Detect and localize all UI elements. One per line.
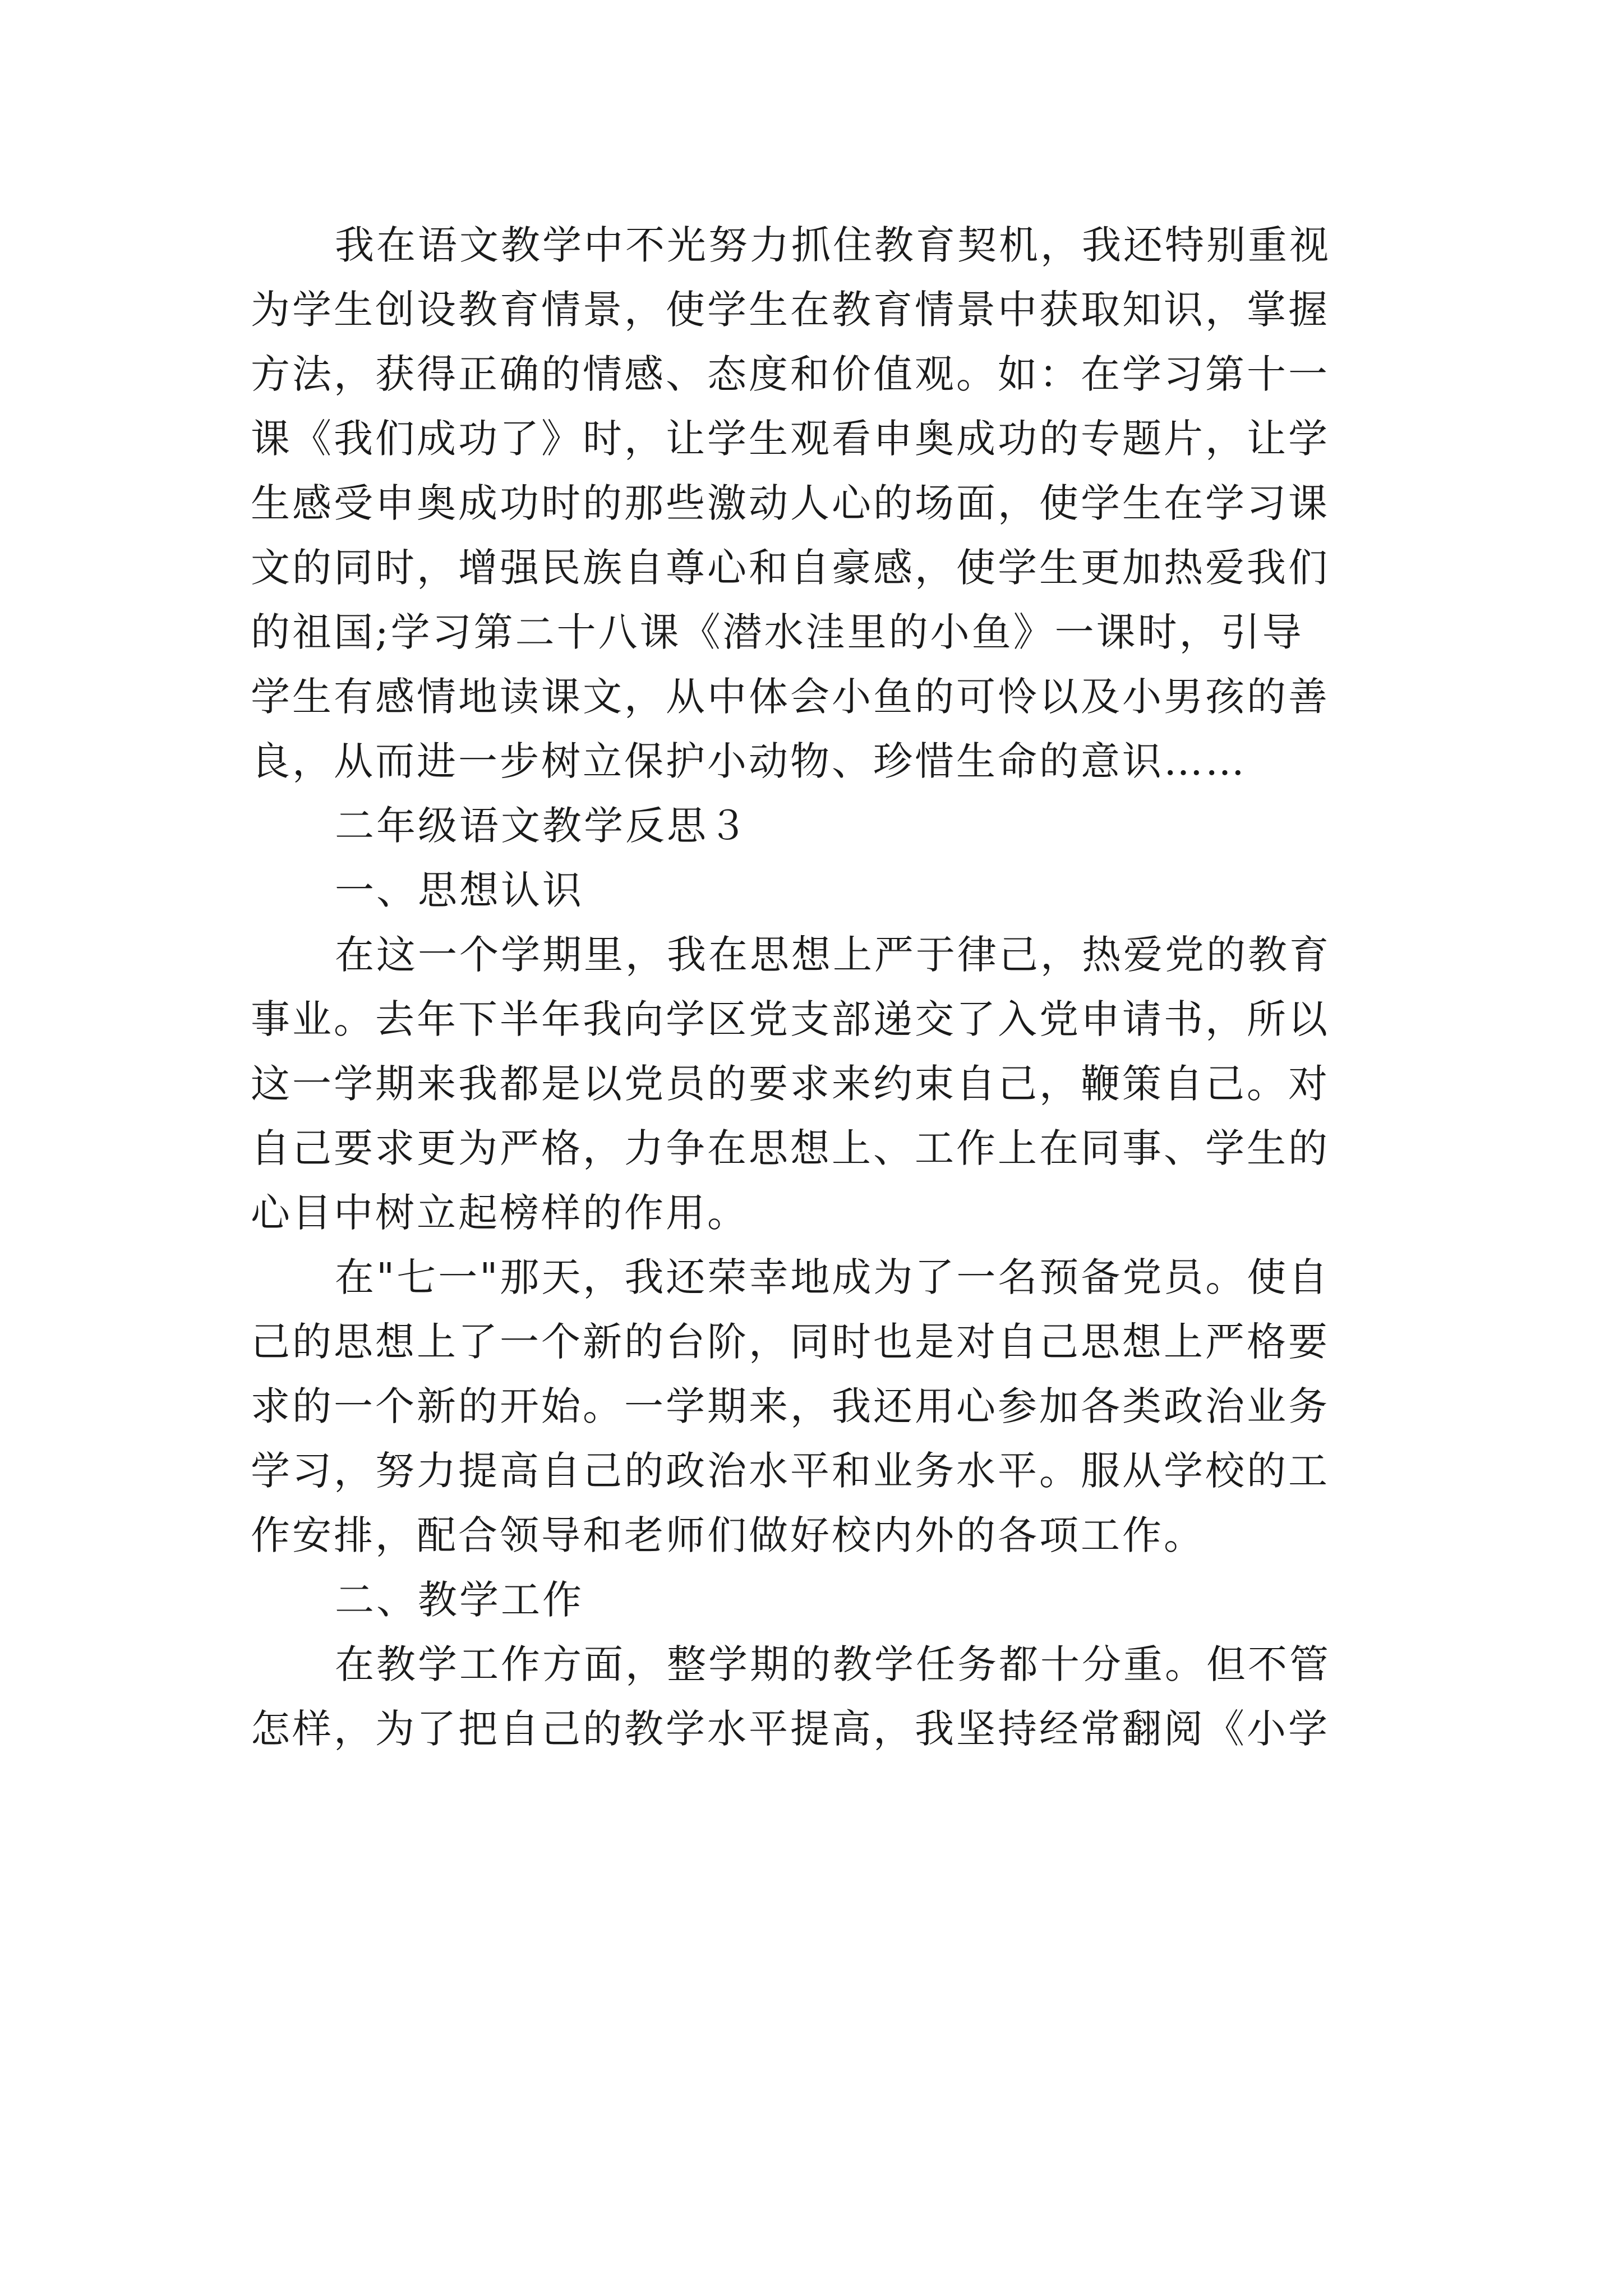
paragraph-line: 为学生创设教育情景，使学生在教育情景中获取知识，掌握 [251,287,1330,333]
paragraph-line: 学生有感情地读课文，从中体会小鱼的可怜以及小男孩的善 [251,674,1330,720]
paragraph-line: 方法，获得正确的情感、态度和价值观。如：在学习第十一 [251,351,1330,397]
paragraph-line: 文的同时，增强民族自尊心和自豪感，使学生更加热爱我们 [251,545,1330,591]
section-heading: 一、思想认识 [335,867,584,913]
section-title: 二年级语文教学反思３ [335,803,750,849]
paragraph-line: 生感受申奥成功时的那些激动人心的场面，使学生在学习课 [251,480,1330,526]
section-heading: 二、教学工作 [335,1577,584,1623]
paragraph-line: 事业。去年下半年我向学区党支部递交了入党申请书，所以 [251,996,1330,1042]
paragraph-line: 自己要求更为严格，力争在思想上、工作上在同事、学生的 [251,1125,1330,1171]
paragraph-line: 的祖国;学习第二十八课《潜水洼里的小鱼》一课时，引导 [251,609,1304,655]
paragraph-line: 怎样，为了把自己的教学水平提高，我坚持经常翻阅《小学 [251,1706,1330,1752]
document-body [251,213,1378,1761]
paragraph-line: 课《我们成功了》时，让学生观看申奥成功的专题片，让学 [251,416,1330,462]
paragraph-line: 良，从而进一步树立保护小动物、珍惜生命的意识…… [251,738,1247,784]
paragraph-line: 在"七一"那天，我还荣幸地成为了一名预备党员。使自 [335,1254,1330,1300]
paragraph-line: 求的一个新的开始。一学期来，我还用心参加各类政治业务 [251,1383,1330,1429]
paragraph-line: 在这一个学期里，我在思想上严于律己，热爱党的教育 [335,932,1331,978]
paragraph-line: 我在语文教学中不光努力抓住教育契机，我还特别重视 [335,222,1331,268]
paragraph-line: 学习，努力提高自己的政治水平和业务水平。服从学校的工 [251,1448,1330,1494]
paragraph-line: 己的思想上了一个新的台阶，同时也是对自己思想上严格要 [251,1319,1330,1365]
paragraph-line: 心目中树立起榜样的作用。 [251,1190,749,1236]
paragraph-line: 这一学期来我都是以党员的要求来约束自己，鞭策自己。对 [251,1061,1330,1107]
paragraph-line: 作安排，配合领导和老师们做好校内外的各项工作。 [251,1512,1205,1558]
paragraph-line: 在教学工作方面，整学期的教学任务都十分重。但不管 [335,1641,1331,1687]
